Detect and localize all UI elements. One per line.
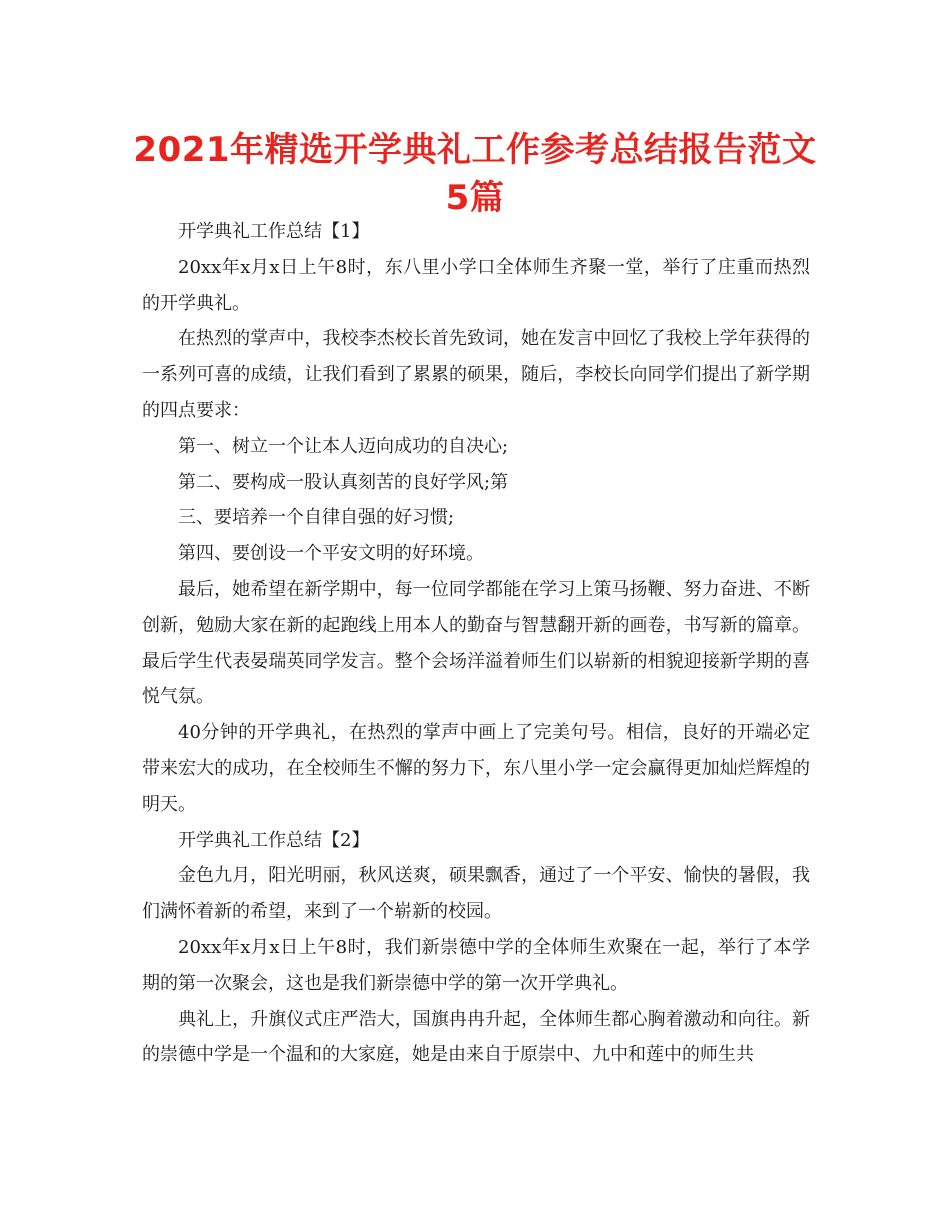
document-title: 2021年精选开学典礼工作参考总结报告范文5篇 [133, 130, 817, 218]
paragraph: 20xx年x月x日上午8时，我们新崇德中学的全体师生欢聚在一起，举行了本学期的第一次聚会，这也是我们新崇德中学的第一次开学典礼。 [142, 936, 810, 994]
paragraph: 在热烈的掌声中，我校李杰校长首先致词，她在发言中回忆了我校上学年获得的一系列可喜的成绩，让我们看到了累累的硕果，随后，李校长向同学们提出了新学期的四点要求： [142, 328, 810, 421]
paragraph: 典礼上，升旗仪式庄严浩大，国旗冉冉升起，全体师生都心胸着激动和向往。新的崇德中学是一个温和的大家庭，她是由来自于原崇中、九中和莲中的师生共 [142, 1008, 810, 1066]
paragraph: 20xx年x月x日上午8时，东八里小学口全体师生齐聚一堂，举行了庄重而热烈的开学典礼。 [142, 256, 810, 314]
paragraph: 三、要培养一个自律自强的好习惯; [178, 507, 455, 529]
paragraph: 第一、树立一个让本人迈向成功的自决心; [178, 435, 509, 457]
section-heading-1: 开学典礼工作总结【1】 [178, 221, 370, 242]
document-body [142, 214, 810, 1073]
paragraph: 第四、要创设一个平安文明的好环境。 [178, 543, 484, 565]
paragraph: 最后，她希望在新学期中，每一位同学都能在学习上策马扬鞭、努力奋进、不断创新，勉励大家在新的起跑线上用本人的勤奋与智慧翻开新的画卷，书写新的篇章。最后学生代表晏瑞英同学发言。整个会场洋溢着师生们以崭新的相貌迎接新学期的喜悦气氛。 [142, 578, 810, 708]
paragraph: 第二、要构成一股认真刻苦的良好学风;第 [178, 471, 509, 493]
section-heading-2: 开学典礼工作总结【2】 [178, 829, 370, 851]
paragraph: 40分钟的开学典礼，在热烈的掌声中画上了完美句号。相信，良好的开端必定带来宏大的成功，在全校师生不懈的努力下，东八里小学一定会赢得更加灿烂辉煌的明天。 [142, 722, 810, 815]
paragraph: 金色九月，阳光明丽，秋风送爽，硕果飘香，通过了一个平安、愉快的暑假，我们满怀着新的希望，来到了一个崭新的校园。 [142, 865, 810, 923]
